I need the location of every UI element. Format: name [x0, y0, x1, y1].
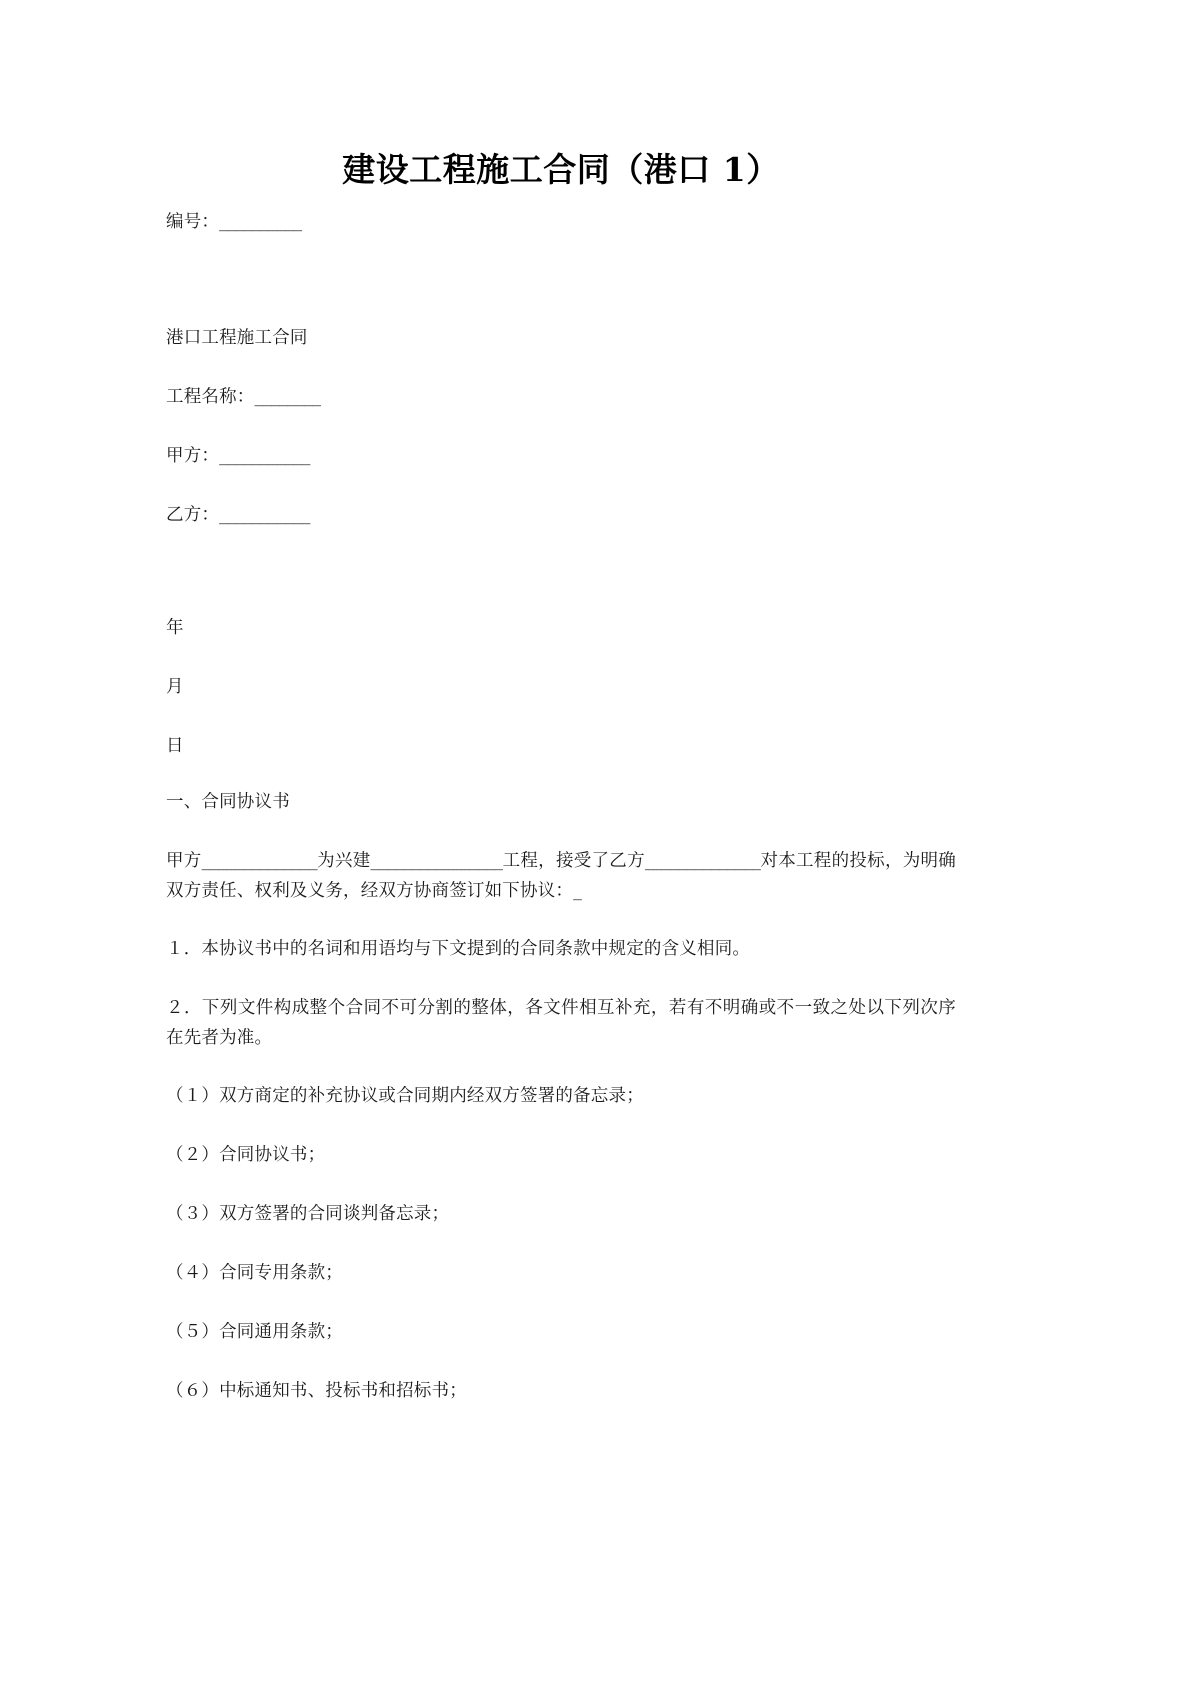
- agreement-part-1: 甲方: [166, 851, 202, 871]
- date-line-month: 月: [166, 677, 184, 697]
- field-party-b-label: 乙方：: [166, 505, 220, 525]
- field-party-b-blank: ___________: [219, 505, 310, 525]
- agreement-paragraph: [166, 846, 956, 906]
- page-title: 建设工程施工合同（港口 1）: [342, 150, 780, 189]
- agreement-part-2: 为兴建: [317, 851, 371, 871]
- field-party-a: [166, 441, 310, 471]
- field-party-a-blank: ___________: [219, 446, 310, 466]
- enumerated-item-5: （５）合同通用条款；: [166, 1322, 343, 1342]
- field-party-a-label: 甲方：: [166, 446, 220, 466]
- agreement-blank-party-a: ______________: [201, 851, 318, 871]
- field-party-b: [166, 500, 310, 530]
- agreement-part-3: 工程，接受了乙方: [502, 851, 645, 871]
- agreement-blank-party-b: ______________: [644, 851, 761, 871]
- clause-item-2: ２．下列文件构成整个合同不可分割的整体，各文件相互补充，若有不明确或不一致之处以下列次序在先者为准。: [166, 998, 956, 1048]
- document-subtitle: 港口工程施工合同: [166, 328, 308, 348]
- agreement-part-4: 对本工程的投标，为明确双方责任、权利及义务，经双方协商签订如下协议：: [166, 851, 956, 901]
- field-project-name: [166, 382, 321, 412]
- enumerated-item-4: （４）合同专用条款；: [166, 1263, 343, 1283]
- serial-number-label: 编号：: [166, 212, 220, 232]
- serial-number-blank: __________: [219, 212, 302, 232]
- enumerated-item-6: （６）中标通知书、投标书和招标书；: [166, 1381, 467, 1401]
- enumerated-item-1: （１）双方商定的补充协议或合同期内经双方签署的备忘录；: [166, 1086, 644, 1106]
- agreement-blank-project: ________________: [370, 851, 503, 871]
- enumerated-item-2: （２）合同协议书；: [166, 1145, 326, 1165]
- date-line-year: 年: [166, 618, 184, 638]
- date-line-day: 日: [166, 736, 184, 756]
- serial-number-line: [166, 207, 302, 237]
- clause-item-1: １．本协议书中的名词和用语均与下文提到的合同条款中规定的含义相同。: [166, 939, 751, 959]
- agreement-trailing-blank: _: [573, 881, 582, 901]
- field-project-name-blank: ________: [254, 387, 321, 407]
- field-project-name-label: 工程名称：: [166, 387, 255, 407]
- section-heading-contract-agreement: 一、合同协议书: [166, 792, 290, 812]
- enumerated-item-3: （３）双方签署的合同谈判备忘录；: [166, 1204, 450, 1224]
